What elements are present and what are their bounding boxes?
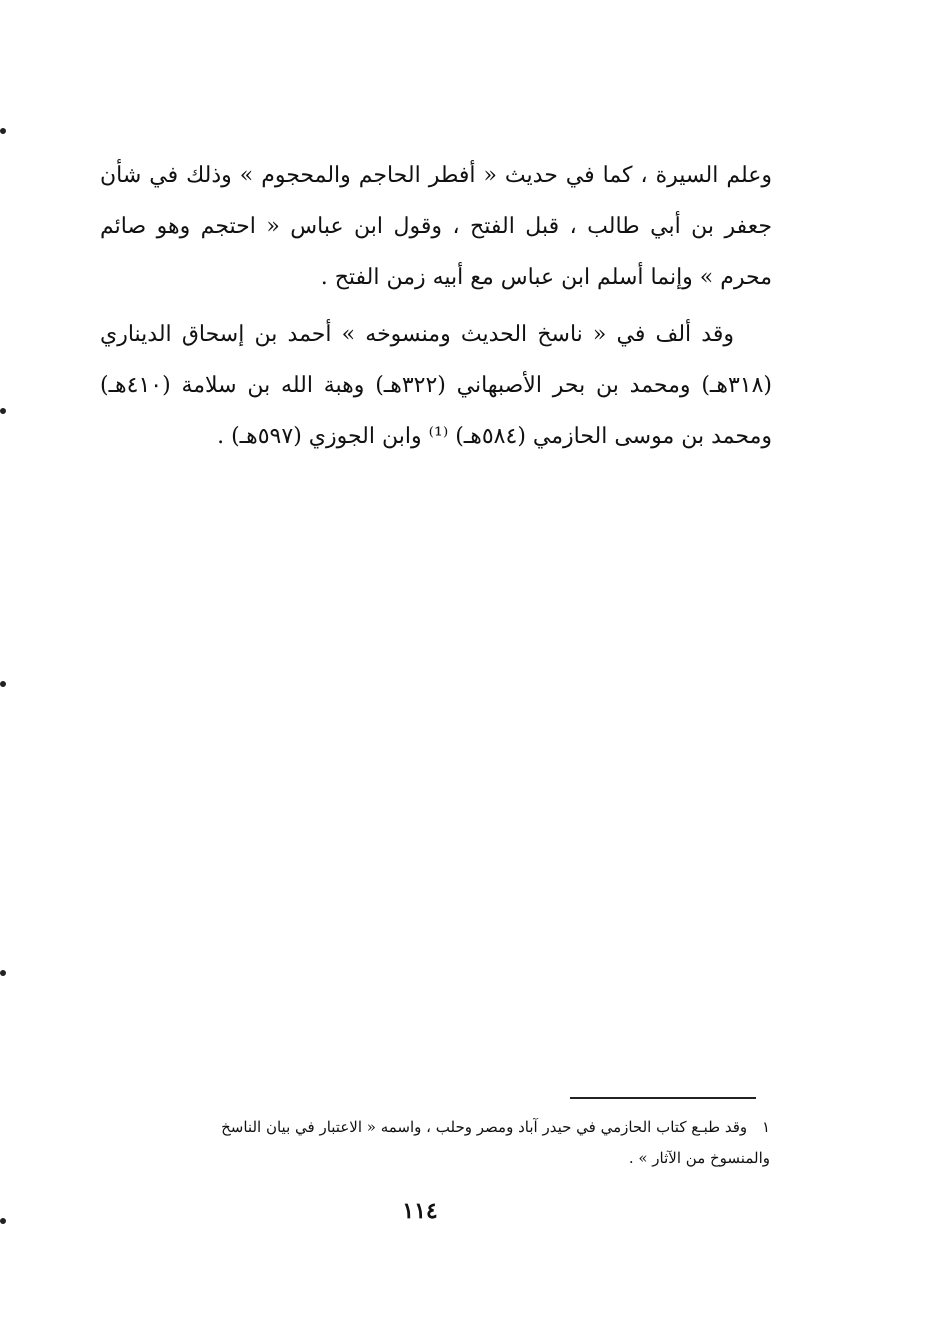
scan-speck bbox=[0, 128, 6, 134]
scan-speck bbox=[0, 408, 6, 414]
footnote-separator bbox=[570, 1097, 756, 1099]
main-text bbox=[100, 150, 772, 462]
paragraph-2: وقد ألف في « ناسخ الحديث ومنسوخه » أحمد بن إسحاق الديناري (٣١٨هـ) ومحمد بن بحر الأصبهاني (٣٢٢هـ) وهبة الله بن سلامة (٤١٠هـ) ومحمد بن موسى الحازمي (٥٨٤هـ) ⁽¹⁾ وابن الجوزي (٥٩٧هـ) . bbox=[100, 322, 772, 449]
scan-speck bbox=[0, 970, 6, 976]
footnote-line-2: والمنسوخ من الآثار » . bbox=[628, 1149, 770, 1167]
footnote-marker: ١ bbox=[761, 1118, 770, 1136]
scan-speck bbox=[0, 1218, 6, 1224]
footnote bbox=[92, 1112, 770, 1174]
scan-speck bbox=[0, 681, 6, 687]
footnote-line-1: وقد طبـع كتاب الحازمي في حيدر آباد ومصر وحلب ، واسمه « الاعتبار في بيان الناسخ bbox=[221, 1118, 748, 1136]
paragraph-1: وعلم السيرة ، كما في حديث « أفطر الحاجم والمحجوم » وذلك في شأن جعفر بن أبي طالب ، قبل الفتح ، وقول ابن عباس « احتجم وهو صائم محرم » وإنما أسلم ابن عباس مع أبيه زمن الفتح . bbox=[100, 163, 772, 290]
page-number: ١١٤ bbox=[402, 1198, 438, 1224]
